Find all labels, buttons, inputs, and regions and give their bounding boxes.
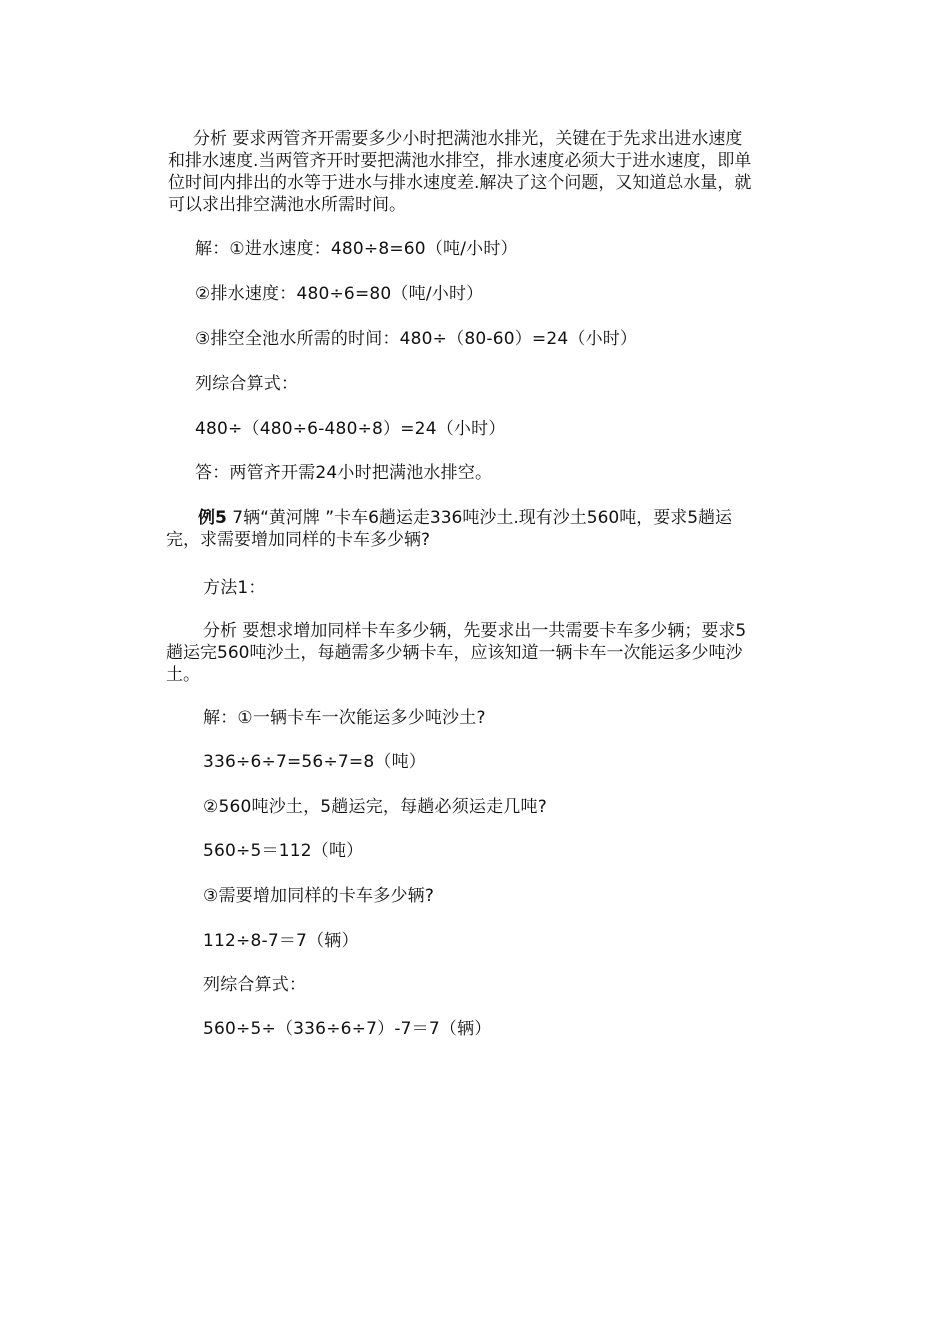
step-2-formula: 560÷5＝112（吨）: [203, 841, 364, 861]
example-question-line: 完，求需要增加同样的卡车多少辆?: [166, 530, 431, 550]
step-2-question: ②560吨沙土，5趟运完，每趟必须运走几吨?: [203, 797, 547, 817]
answer-text: 答：两管齐开需24小时把满池水排空。: [195, 463, 493, 483]
analysis-line: 分析 要想求增加同样卡车多少辆，先要求出一共需要卡车多少辆；要求5: [203, 621, 747, 641]
example-question-line: 7辆“黄河牌 ”卡车6趟运走336吨沙土.现有沙土560吨，要求5趟运: [226, 508, 733, 528]
analysis-line: 趟运完560吨沙土，每趟需多少辆卡车，应该知道一辆卡车一次能运多少吨沙: [166, 643, 743, 663]
analysis-paragraph: [168, 128, 751, 216]
step-1-question: 解：①一辆卡车一次能运多少吨沙土?: [203, 708, 486, 728]
analysis-line: 分析 要求两管齐开需要多少小时把满池水排光，关键在于先求出进水速度: [193, 129, 743, 149]
step-3-formula: 112÷8-7＝7（辆）: [203, 931, 359, 951]
analysis-line: 和排水速度.当两管齐开时要把满池水排空，排水速度必须大于进水速度，即单: [168, 151, 752, 171]
analysis-line: 土。: [166, 665, 200, 685]
combined-label: 列综合算式：: [195, 374, 299, 394]
example-5-question: [166, 507, 732, 551]
solution-step-3: ③排空全池水所需的时间：480÷（80-60）=24（小时）: [195, 329, 638, 349]
analysis-line: 可以求出排空满池水所需时间。: [168, 195, 406, 215]
example-label: 例5: [198, 508, 227, 528]
step-1-formula: 336÷6÷7=56÷7=8（吨）: [203, 752, 426, 772]
solution-step-2: ②排水速度：480÷6=80（吨/小时）: [195, 284, 484, 304]
example-analysis-paragraph: [166, 620, 746, 686]
solution-step-1: 解：①进水速度：480÷8=60（吨/小时）: [195, 239, 518, 259]
combined-formula: 560÷5÷（336÷6÷7）-7＝7（辆）: [203, 1019, 492, 1039]
method-label: 方法1：: [203, 578, 266, 598]
combined-formula: 480÷（480÷6-480÷8）=24（小时）: [195, 419, 506, 439]
combined-label: 列综合算式：: [203, 975, 307, 995]
step-3-question: ③需要增加同样的卡车多少辆?: [203, 886, 435, 906]
analysis-line: 位时间内排出的水等于进水与排水速度差.解决了这个问题，又知道总水量，就: [168, 173, 752, 193]
